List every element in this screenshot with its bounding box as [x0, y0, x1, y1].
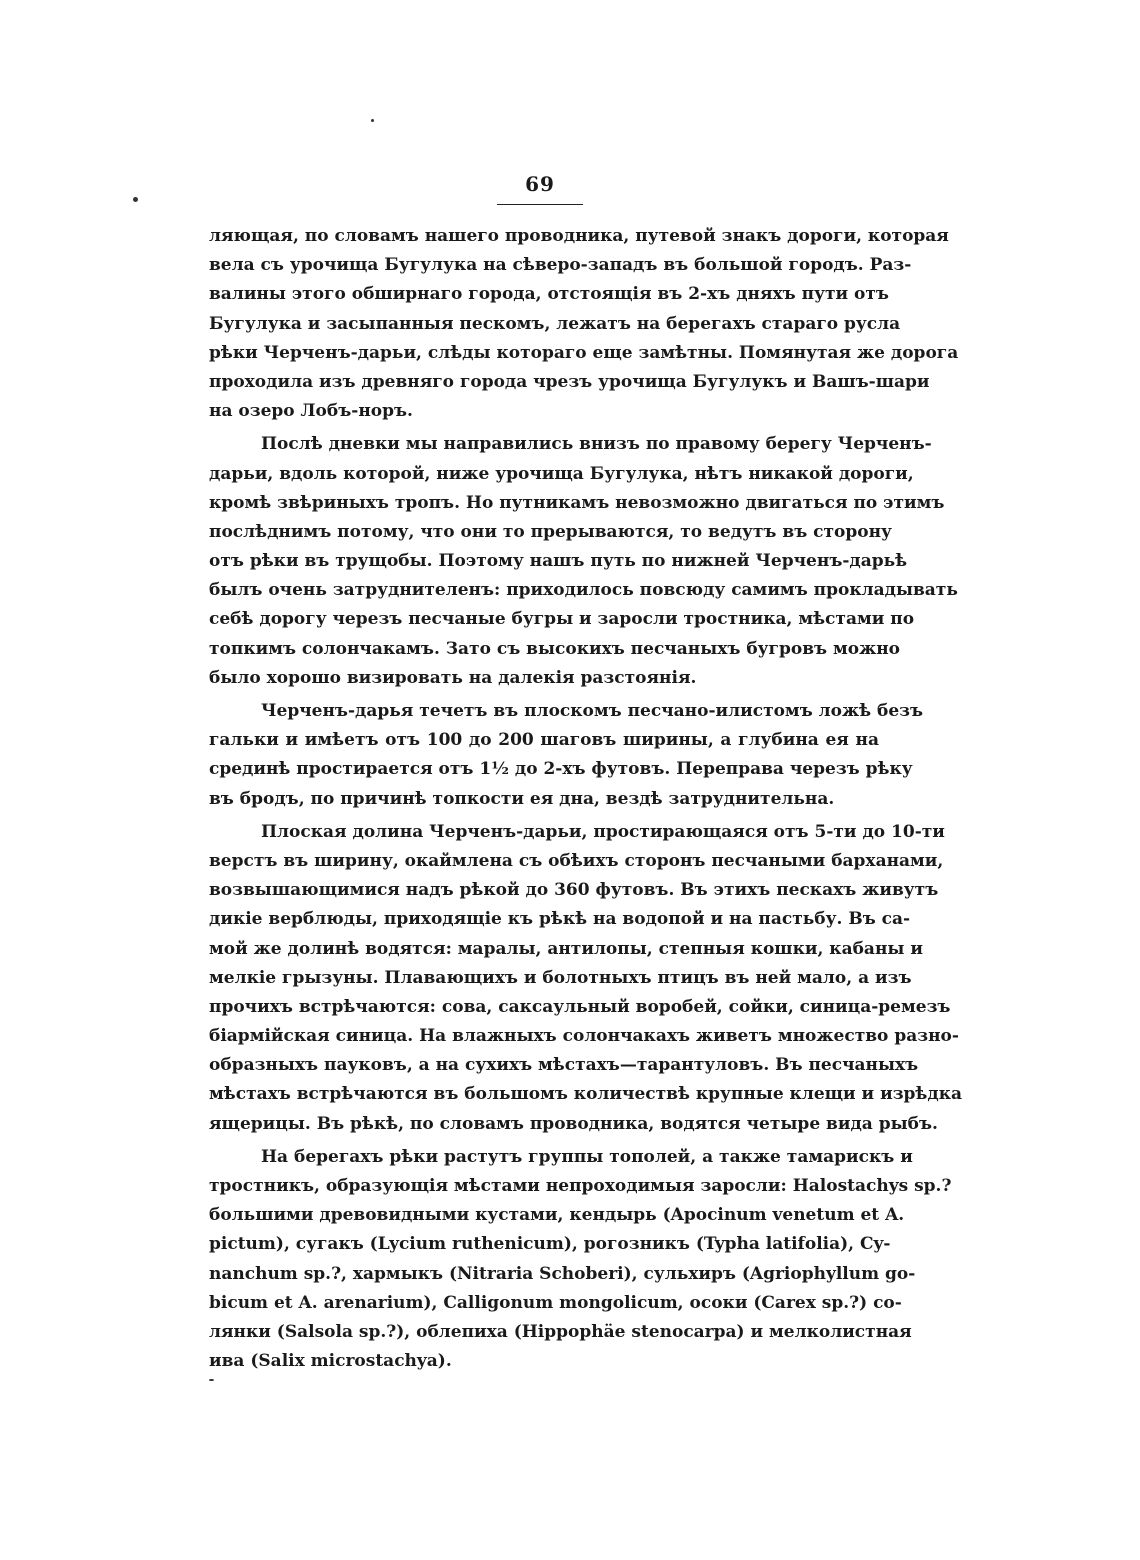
text-line: образныхъ пауковъ, а на сухихъ мѣстахъ—тарантуловъ. Въ песчаныхъ: [209, 1055, 919, 1076]
text-line: валины этого обширнаго города, отстоящія въ 2-хъ дняхъ пути отъ: [209, 284, 889, 305]
page-number-rule: [497, 204, 583, 205]
text-line: гальки и имѣетъ отъ 100 до 200 шаговъ ширины, а глубина ея на: [209, 730, 879, 751]
paragraph: [209, 697, 924, 814]
text-line: большими древовидными кустами, кендырь (Apocinum venetum et A.: [209, 1205, 905, 1226]
text-line: себѣ дорогу черезъ песчаные бугры и заросли тростника, мѣстами по: [209, 609, 915, 630]
text-line: На берегахъ рѣки растутъ группы тополей, а также тамарискъ и: [261, 1146, 913, 1167]
text-line: рѣки Черченъ-дарьи, слѣды котораго еще замѣтны. Помянутая же дорога: [209, 342, 959, 363]
text-line: bicum et A. arenarium), Calligonum mongolicum, осоки (Carex sp.?) со-: [209, 1292, 902, 1313]
text-line: отъ рѣки въ трущобы. Поэтому нашъ путь по нижней Черченъ-дарьѣ: [209, 551, 908, 572]
text-line: срединѣ простирается отъ 1½ до 2-хъ футовъ. Переправа черезъ рѣку: [209, 759, 913, 780]
text-line: біармійская синица. На влажныхъ солончакахъ живетъ множество разно-: [209, 1026, 959, 1047]
scan-speck: [133, 197, 138, 202]
text-line: дикіе верблюды, приходящіе къ рѣкѣ на водопой и на пастьбу. Въ са-: [209, 909, 911, 930]
text-line: ящерицы. Въ рѣкѣ, по словамъ проводника, водятся четыре вида рыбъ.: [209, 1113, 938, 1134]
text-line: мой же долинѣ водятся: маралы, антилопы, степныя кошки, кабаны и: [209, 938, 923, 959]
text-line: тростникъ, образующія мѣстами непроходимыя заросли: Halostachys sp.?: [209, 1176, 952, 1196]
text-line: проходила изъ древняго города чрезъ урочища Бугулукъ и Вашъ-шари: [209, 371, 930, 392]
text-line: кромѣ звѣриныхъ тропъ. Но путникамъ невозможно двигаться по этимъ: [209, 492, 945, 513]
body-text: [209, 222, 963, 1376]
text-line: вела съ урочища Бугулука на сѣверо-западъ въ большой городъ. Раз-: [209, 255, 912, 276]
paragraph: [209, 222, 959, 426]
text-line: nanchum sp.?, хармыкъ (Nitraria Schoberi), сульхиръ (Agriophyllum go-: [209, 1263, 916, 1284]
text-line: верстъ въ ширину, окаймлена съ обѣихъ сторонъ песчаными барханами,: [209, 850, 944, 871]
text-line: Бугулука и засыпанныя пескомъ, лежатъ на берегахъ стараго русла: [209, 313, 901, 334]
text-line: Послѣ дневки мы направились внизъ по правому берегу Черченъ-: [261, 434, 932, 455]
text-line: Плоская долина Черченъ-дарьи, простирающаяся отъ 5-ти до 10-ти: [261, 821, 945, 842]
text-line: ива (Salix microstachya).: [209, 1351, 452, 1372]
text-line: дарьи, вдоль которой, ниже урочища Бугулука, нѣтъ никакой дороги,: [209, 463, 914, 484]
page-number: 69: [525, 172, 555, 196]
text-line: Черченъ-дарья течетъ въ плоскомъ песчано-илистомъ ложѣ безъ: [261, 701, 924, 721]
text-line: мелкіе грызуны. Плавающихъ и болотныхъ птицъ въ ней мало, а изъ: [209, 967, 912, 988]
paragraph: [209, 1143, 952, 1377]
text-line: мѣстахъ встрѣчаются въ большомъ количествѣ крупные клещи и изрѣдка: [209, 1084, 963, 1105]
text-line: pictum), сугакъ (Lycium ruthenicum), рогозникъ (Typha latifolia), Cy-: [209, 1234, 891, 1255]
text-line: возвышающимися надъ рѣкой до 360 футовъ. Въ этихъ пескахъ живутъ: [209, 880, 939, 901]
paragraph: [209, 818, 963, 1139]
text-line: прочихъ встрѣчаются: сова, саксаульный воробей, сойки, синица-ремезъ: [209, 996, 951, 1017]
text-line: топкимъ солончакамъ. Зато съ высокихъ песчаныхъ бугровъ можно: [209, 638, 901, 659]
scan-speck: [209, 1379, 214, 1381]
text-line: на озеро Лобъ-норъ.: [209, 401, 413, 422]
text-line: въ бродъ, по причинѣ топкости ея дна, вездѣ затруднительна.: [209, 788, 835, 809]
text-line: ляющая, по словамъ нашего проводника, путевой знакъ дороги, которая: [209, 226, 949, 246]
paragraph: [209, 430, 958, 693]
text-line: послѣднимъ потому, что они то прерываются, то ведутъ въ сторону: [209, 521, 892, 542]
text-line: былъ очень затруднителенъ: приходилось повсюду самимъ прокладывать: [209, 580, 958, 601]
text-line: было хорошо визировать на далекія разстоянія.: [209, 667, 697, 688]
text-line: лянки (Salsola sp.?), облепиха (Hippophäe stenocarpa) и мелколистная: [209, 1321, 912, 1342]
scan-speck: [371, 119, 374, 122]
